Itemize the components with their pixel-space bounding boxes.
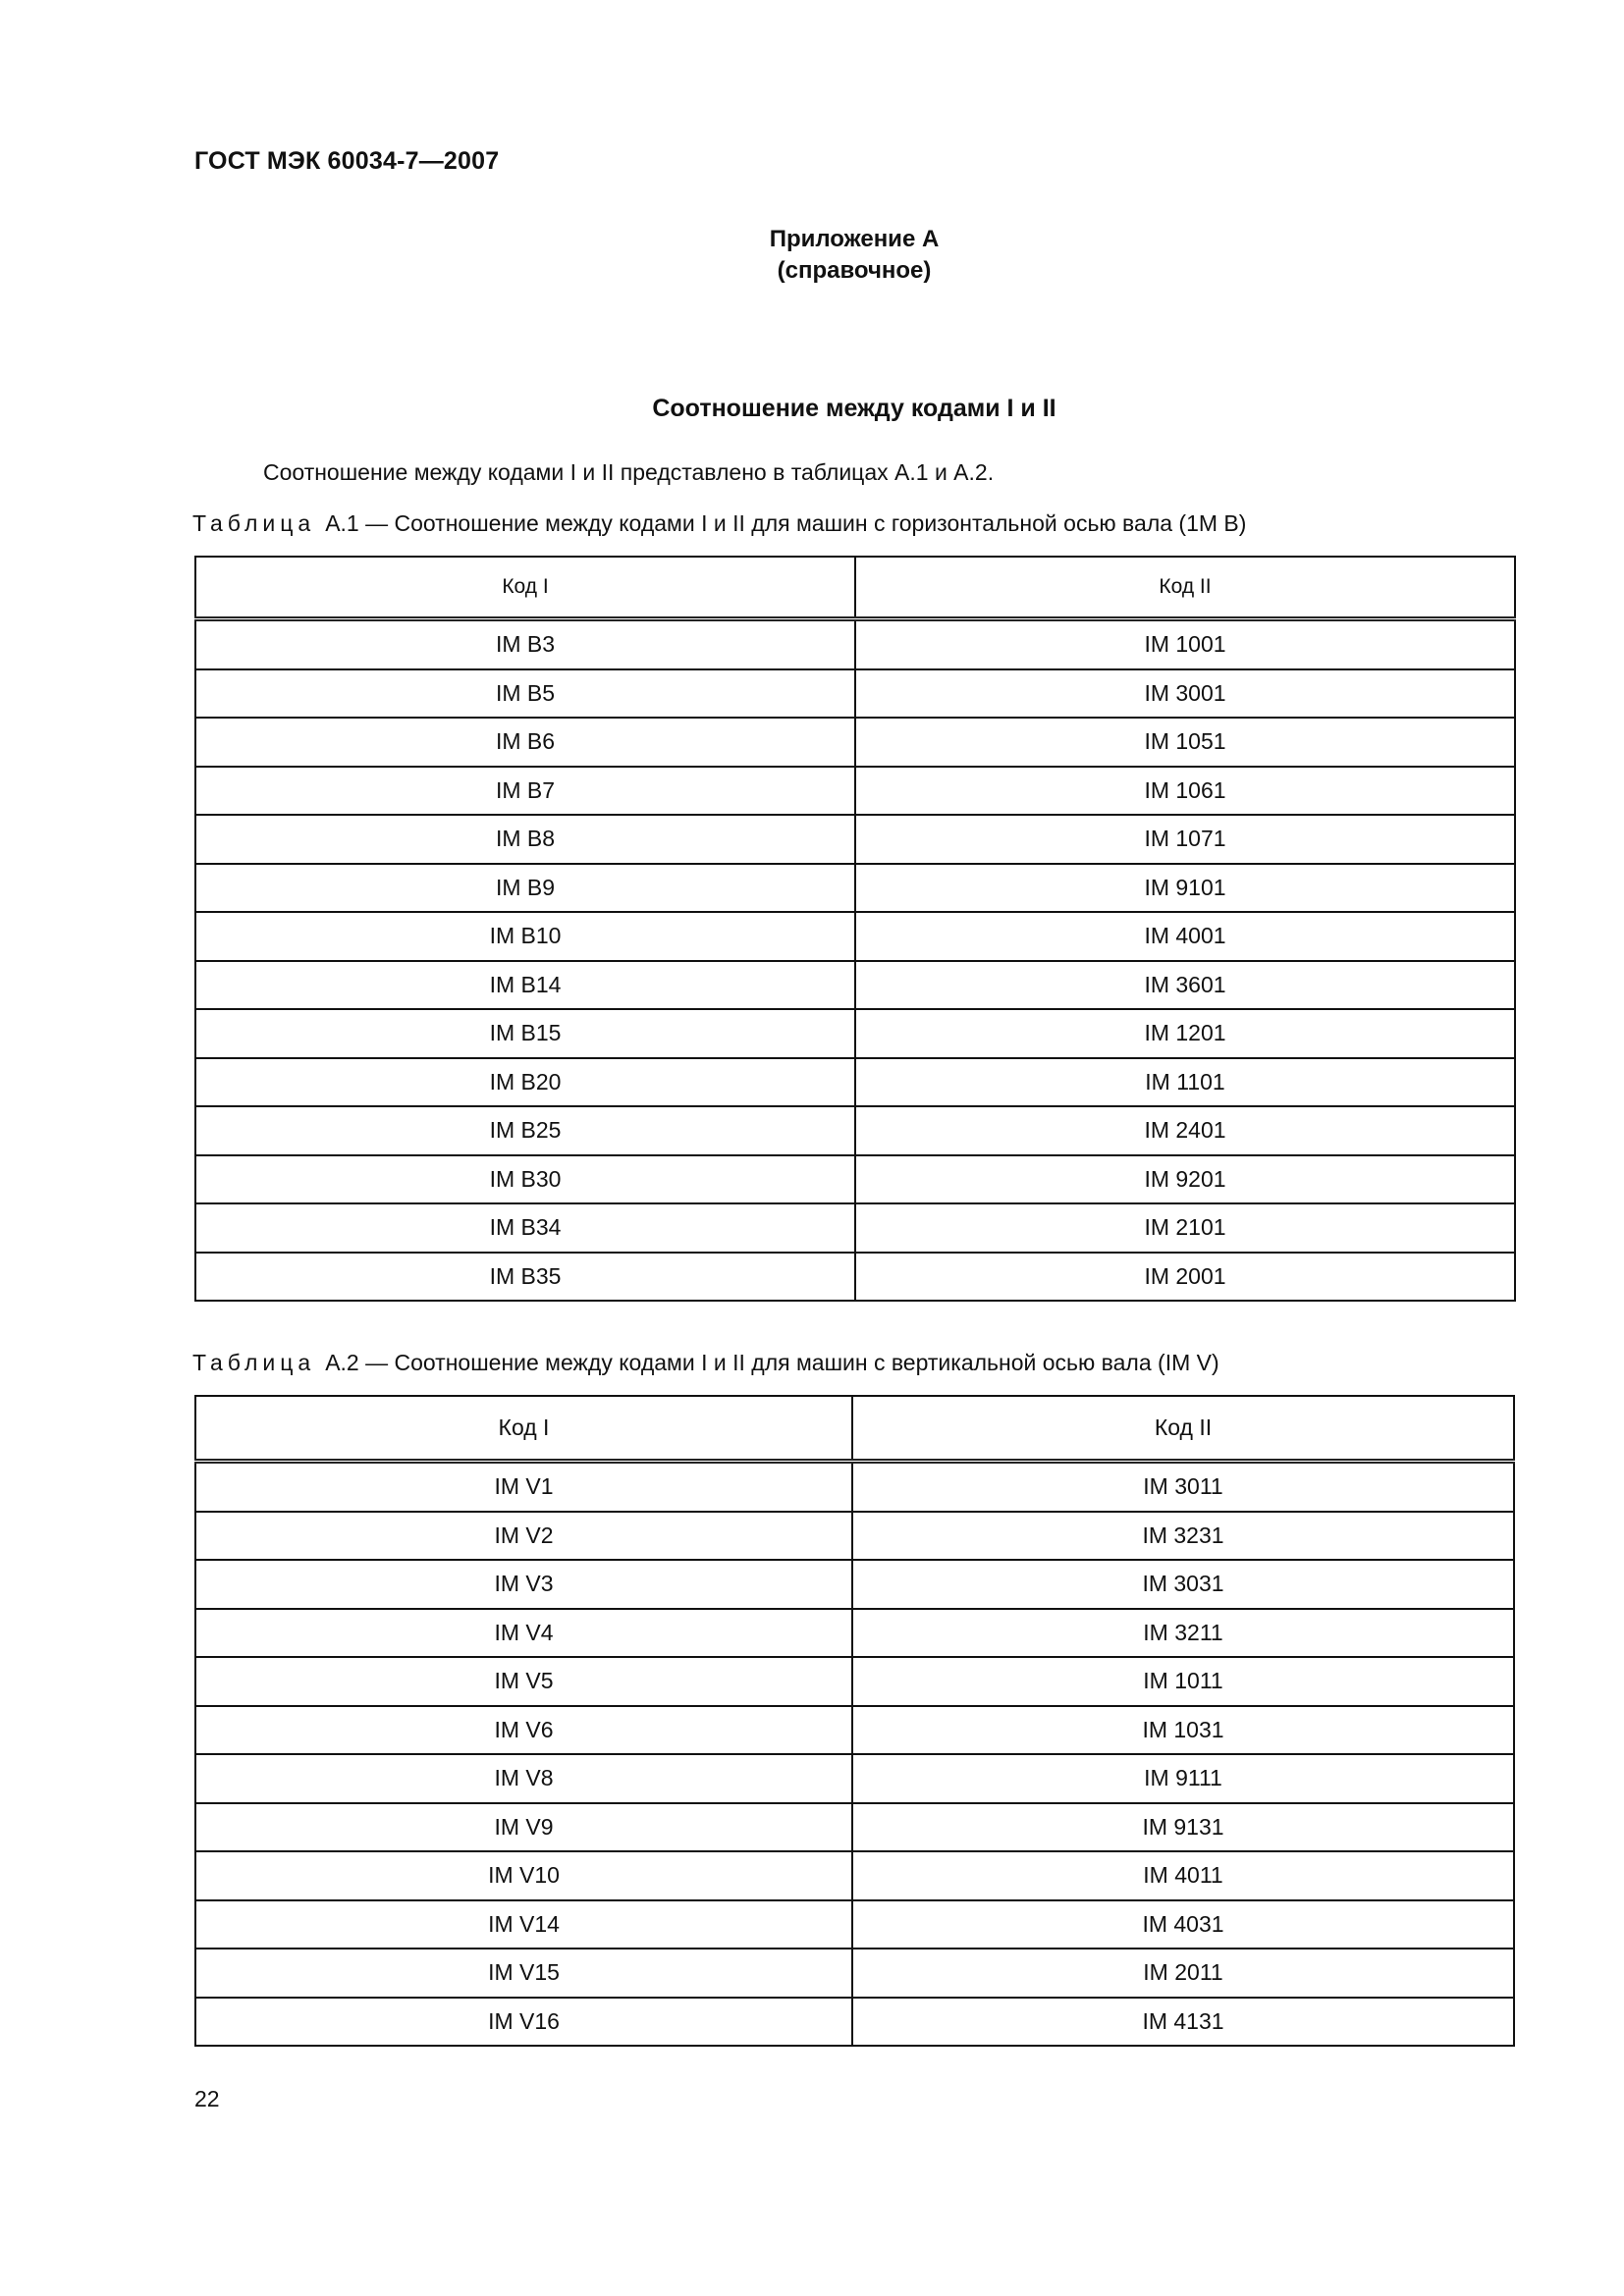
cell-code-2: IM 1001 (855, 619, 1515, 669)
table-row (195, 1560, 1514, 1609)
appendix-heading (511, 224, 1198, 287)
table-header-row (195, 1396, 1514, 1462)
cell-code-1: IM V4 (195, 1609, 852, 1658)
table-row (195, 1998, 1514, 2047)
cell-code-1: IM B10 (195, 912, 855, 961)
document-code: ГОСТ МЭК 60034-7—2007 (194, 147, 500, 175)
table-row (195, 815, 1515, 864)
cell-code-2: IM 3211 (852, 1609, 1514, 1658)
cell-code-1: IM B30 (195, 1155, 855, 1204)
cell-code-1: IM B6 (195, 718, 855, 767)
table-a1-caption-text: А.1 — Соотношение между кодами I и II для машин с горизонтальной осью вала (1M B) (325, 510, 1247, 536)
table-row (195, 912, 1515, 961)
cell-code-1: IM V10 (195, 1851, 852, 1900)
cell-code-2: IM 1071 (855, 815, 1515, 864)
cell-code-2: IM 2011 (852, 1949, 1514, 1998)
table-row (195, 1657, 1514, 1706)
table-a2-caption-text: А.2 — Соотношение между кодами I и II для машин с вертикальной осью вала (IM V) (325, 1350, 1219, 1375)
cell-code-2: IM 3031 (852, 1560, 1514, 1609)
cell-code-2: IM 1031 (852, 1706, 1514, 1755)
table-header-row (195, 557, 1515, 619)
table-row (195, 1203, 1515, 1253)
cell-code-1: IM B35 (195, 1253, 855, 1302)
cell-code-2: IM 1061 (855, 767, 1515, 816)
cell-code-2: IM 9101 (855, 864, 1515, 913)
cell-code-1: IM V3 (195, 1560, 852, 1609)
table-a1-body (195, 619, 1515, 1302)
table-row (195, 1058, 1515, 1107)
cell-code-2: IM 4031 (852, 1900, 1514, 1949)
table-row (195, 669, 1515, 719)
column-header-code-2: Код II (852, 1396, 1514, 1462)
table-a2-caption (192, 1350, 1219, 1376)
table-row (195, 1851, 1514, 1900)
cell-code-2: IM 9201 (855, 1155, 1515, 1204)
table-row (195, 1609, 1514, 1658)
cell-code-1: IM V5 (195, 1657, 852, 1706)
table-row (195, 864, 1515, 913)
table-row (195, 1803, 1514, 1852)
table-row (195, 1754, 1514, 1803)
cell-code-1: IM V16 (195, 1998, 852, 2047)
cell-code-2: IM 3011 (852, 1462, 1514, 1512)
cell-code-1: IM B25 (195, 1106, 855, 1155)
page-number: 22 (194, 2086, 220, 2111)
cell-code-1: IM B9 (195, 864, 855, 913)
cell-code-1: IM V14 (195, 1900, 852, 1949)
cell-code-2: IM 9111 (852, 1754, 1514, 1803)
cell-code-1: IM V2 (195, 1512, 852, 1561)
column-header-code-1: Код I (195, 557, 855, 619)
table-a1-label: Таблица (192, 510, 316, 536)
table-row (195, 1462, 1514, 1512)
cell-code-2: IM 1051 (855, 718, 1515, 767)
table-row (195, 1949, 1514, 1998)
table-row (195, 1009, 1515, 1058)
cell-code-2: IM 4001 (855, 912, 1515, 961)
cell-code-2: IM 2101 (855, 1203, 1515, 1253)
table-a1-caption (192, 510, 1246, 537)
cell-code-2: IM 1011 (852, 1657, 1514, 1706)
cell-code-1: IM V8 (195, 1754, 852, 1803)
table-row (195, 1512, 1514, 1561)
table-row (195, 1155, 1515, 1204)
cell-code-1: IM B20 (195, 1058, 855, 1107)
table-row (195, 767, 1515, 816)
cell-code-1: IM V9 (195, 1803, 852, 1852)
appendix-title: Приложение А (769, 226, 940, 252)
cell-code-2: IM 2001 (855, 1253, 1515, 1302)
table-row (195, 1253, 1515, 1302)
cell-code-1: IM V15 (195, 1949, 852, 1998)
table-a2-body (195, 1462, 1514, 2047)
table-a2 (194, 1395, 1515, 2047)
table-row (195, 1106, 1515, 1155)
cell-code-1: IM V6 (195, 1706, 852, 1755)
cell-code-1: IM V1 (195, 1462, 852, 1512)
cell-code-1: IM B3 (195, 619, 855, 669)
cell-code-2: IM 4011 (852, 1851, 1514, 1900)
cell-code-2: IM 4131 (852, 1998, 1514, 2047)
cell-code-1: IM B34 (195, 1203, 855, 1253)
table-row (195, 961, 1515, 1010)
cell-code-2: IM 1101 (855, 1058, 1515, 1107)
table-row (195, 1900, 1514, 1949)
cell-code-2: IM 3001 (855, 669, 1515, 719)
cell-code-1: IM B15 (195, 1009, 855, 1058)
cell-code-2: IM 3601 (855, 961, 1515, 1010)
appendix-subtitle: (справочное) (777, 257, 932, 284)
column-header-code-1: Код I (195, 1396, 852, 1462)
table-a1 (194, 556, 1516, 1302)
cell-code-1: IM B8 (195, 815, 855, 864)
table-row (195, 1706, 1514, 1755)
cell-code-1: IM B5 (195, 669, 855, 719)
cell-code-2: IM 3231 (852, 1512, 1514, 1561)
column-header-code-2: Код II (855, 557, 1515, 619)
intro-paragraph: Соотношение между кодами I и II представлено в таблицах А.1 и А.2. (263, 459, 995, 485)
cell-code-2: IM 9131 (852, 1803, 1514, 1852)
cell-code-2: IM 1201 (855, 1009, 1515, 1058)
cell-code-1: IM B7 (195, 767, 855, 816)
table-row (195, 619, 1515, 669)
table-row (195, 718, 1515, 767)
section-title: Соотношение между кодами I и II (652, 395, 1056, 422)
cell-code-1: IM B14 (195, 961, 855, 1010)
cell-code-2: IM 2401 (855, 1106, 1515, 1155)
table-a2-label: Таблица (192, 1350, 316, 1375)
